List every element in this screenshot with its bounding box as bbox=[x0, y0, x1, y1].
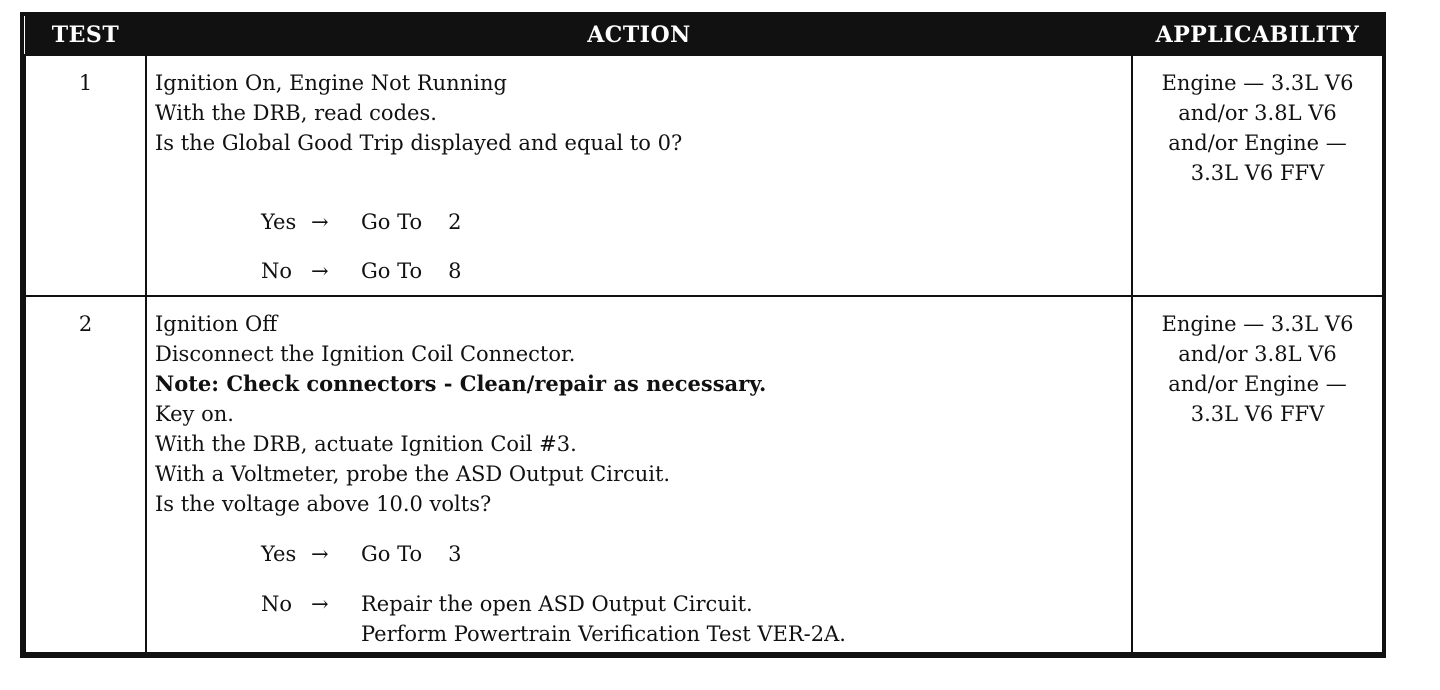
action-line: Ignition On, Engine Not Running bbox=[155, 71, 507, 95]
applicability-line: and/or Engine — bbox=[1168, 131, 1347, 155]
option-yes bbox=[261, 207, 1123, 237]
option-text-line: Perform Powertrain Verification Test VER-2A. bbox=[361, 622, 846, 646]
option-yes bbox=[261, 539, 1123, 569]
goto-value: 3 bbox=[448, 542, 462, 566]
answer-options bbox=[261, 207, 1123, 286]
applicability-line: and/or Engine — bbox=[1168, 372, 1347, 396]
test-number: 1 bbox=[25, 55, 146, 296]
option-no bbox=[261, 589, 1123, 649]
goto-label: Go To bbox=[361, 259, 423, 283]
option-answer: No bbox=[261, 259, 293, 283]
applicability-line: 3.3L V6 FFV bbox=[1190, 402, 1325, 426]
applicability-line: 3.3L V6 FFV bbox=[1190, 161, 1325, 185]
option-answer: No bbox=[261, 592, 293, 616]
applicability-line: and/or 3.8L V6 bbox=[1178, 101, 1337, 125]
option-text-line: Repair the open ASD Output Circuit. bbox=[361, 592, 753, 616]
action-line: With the DRB, read codes. bbox=[155, 101, 437, 125]
arrow-icon: → bbox=[311, 592, 329, 616]
action-cell bbox=[146, 296, 1132, 653]
applicability-line: Engine — 3.3L V6 bbox=[1161, 312, 1354, 336]
header-action: ACTION bbox=[146, 16, 1132, 55]
goto-label: Go To bbox=[361, 542, 423, 566]
test-number: 2 bbox=[25, 296, 146, 653]
applicability-cell bbox=[1132, 296, 1383, 653]
option-answer: Yes bbox=[261, 542, 297, 566]
applicability-line: Engine — 3.3L V6 bbox=[1161, 71, 1354, 95]
goto-value: 8 bbox=[448, 259, 462, 283]
action-line: Disconnect the Ignition Coil Connector. bbox=[155, 342, 576, 366]
action-line: Ignition Off bbox=[155, 312, 278, 336]
option-answer: Yes bbox=[261, 210, 297, 234]
goto-label: Go To bbox=[361, 210, 423, 234]
goto-value: 2 bbox=[448, 210, 462, 234]
table-row bbox=[25, 296, 1383, 653]
option-no bbox=[261, 256, 1123, 286]
header-applicability: APPLICABILITY bbox=[1132, 16, 1383, 55]
applicability-line: and/or 3.8L V6 bbox=[1178, 342, 1337, 366]
note-line: Note: Check connectors - Clean/repair as necessary. bbox=[155, 371, 767, 396]
diagnostic-test-table bbox=[24, 16, 1384, 654]
action-cell bbox=[146, 55, 1132, 296]
answer-options bbox=[261, 539, 1123, 649]
arrow-icon: → bbox=[311, 542, 329, 566]
arrow-icon: → bbox=[311, 210, 329, 234]
action-line: Key on. bbox=[155, 402, 234, 426]
header-test: TEST bbox=[25, 16, 146, 55]
diagnostic-table-frame bbox=[20, 12, 1386, 658]
table-header-row bbox=[25, 16, 1383, 55]
arrow-icon: → bbox=[311, 259, 329, 283]
action-line: With the DRB, actuate Ignition Coil #3. bbox=[155, 432, 577, 456]
action-line: With a Voltmeter, probe the ASD Output Circuit. bbox=[155, 462, 671, 486]
action-line: Is the Global Good Trip displayed and equal to 0? bbox=[155, 131, 683, 155]
action-line: Is the voltage above 10.0 volts? bbox=[155, 492, 492, 516]
applicability-cell bbox=[1132, 55, 1383, 296]
table-row bbox=[25, 55, 1383, 296]
